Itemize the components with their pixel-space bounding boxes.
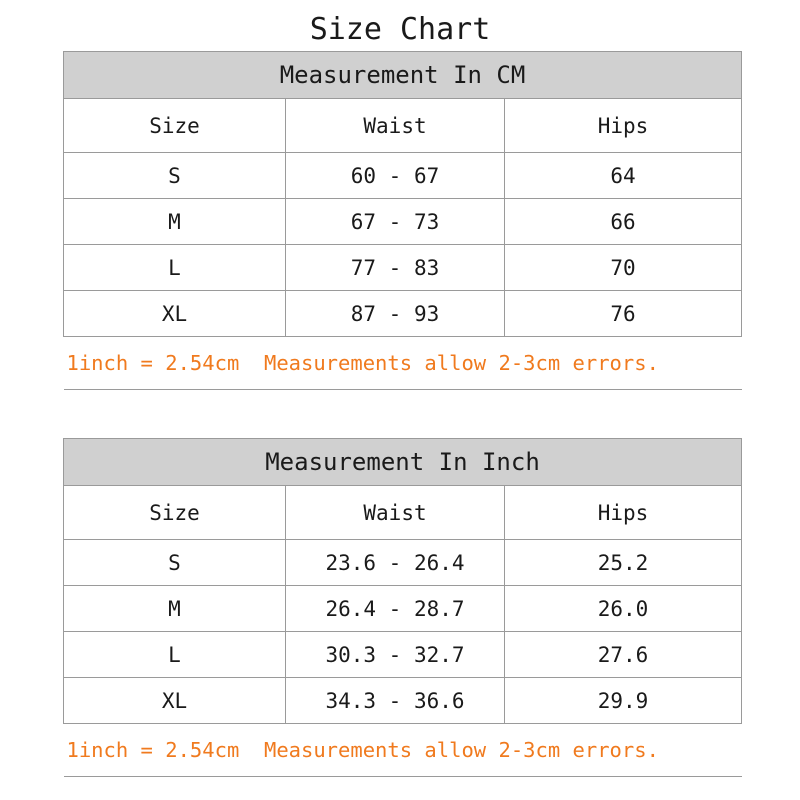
size-cell: S: [64, 153, 286, 199]
hips-cell: 76: [505, 291, 742, 337]
table-row: [64, 678, 742, 724]
waist-cell: 87 - 93: [286, 291, 505, 337]
waist-cell: 67 - 73: [286, 199, 505, 245]
hips-cell: 29.9: [505, 678, 742, 724]
size-cell: M: [64, 199, 286, 245]
size-cell: M: [64, 586, 286, 632]
hips-cell: 27.6: [505, 632, 742, 678]
size-cell: S: [64, 540, 286, 586]
cm-size-table: [63, 51, 742, 390]
waist-cell: 30.3 - 32.7: [286, 632, 505, 678]
cm-column-header-row: [64, 99, 742, 153]
waist-cell: 60 - 67: [286, 153, 505, 199]
column-header-hips: Hips: [505, 486, 742, 540]
column-header-hips: Hips: [505, 99, 742, 153]
hips-cell: 70: [505, 245, 742, 291]
page-title: Size Chart: [309, 12, 491, 47]
waist-cell: 23.6 - 26.4: [286, 540, 505, 586]
table-row: [64, 153, 742, 199]
conversion-note: 1inch = 2.54cm Measurements allow 2-3cm errors.: [64, 724, 742, 777]
inch-table-header: Measurement In Inch: [64, 439, 742, 486]
inch-size-table: [63, 438, 742, 777]
table-row: [64, 245, 742, 291]
column-header-size: Size: [64, 486, 286, 540]
hips-cell: 25.2: [505, 540, 742, 586]
size-cell: L: [64, 632, 286, 678]
table-row: [64, 199, 742, 245]
hips-cell: 66: [505, 199, 742, 245]
conversion-note: 1inch = 2.54cm Measurements allow 2-3cm errors.: [64, 337, 742, 390]
table-row: [64, 586, 742, 632]
table-row: [64, 540, 742, 586]
waist-cell: 34.3 - 36.6: [286, 678, 505, 724]
table-row: [64, 291, 742, 337]
size-cell: XL: [64, 291, 286, 337]
hips-cell: 64: [505, 153, 742, 199]
size-cell: L: [64, 245, 286, 291]
column-header-waist: Waist: [286, 99, 505, 153]
cm-table-header: Measurement In CM: [64, 52, 742, 99]
table-row: [64, 632, 742, 678]
waist-cell: 77 - 83: [286, 245, 505, 291]
size-cell: XL: [64, 678, 286, 724]
column-header-waist: Waist: [286, 486, 505, 540]
column-header-size: Size: [64, 99, 286, 153]
waist-cell: 26.4 - 28.7: [286, 586, 505, 632]
hips-cell: 26.0: [505, 586, 742, 632]
inch-column-header-row: [64, 486, 742, 540]
